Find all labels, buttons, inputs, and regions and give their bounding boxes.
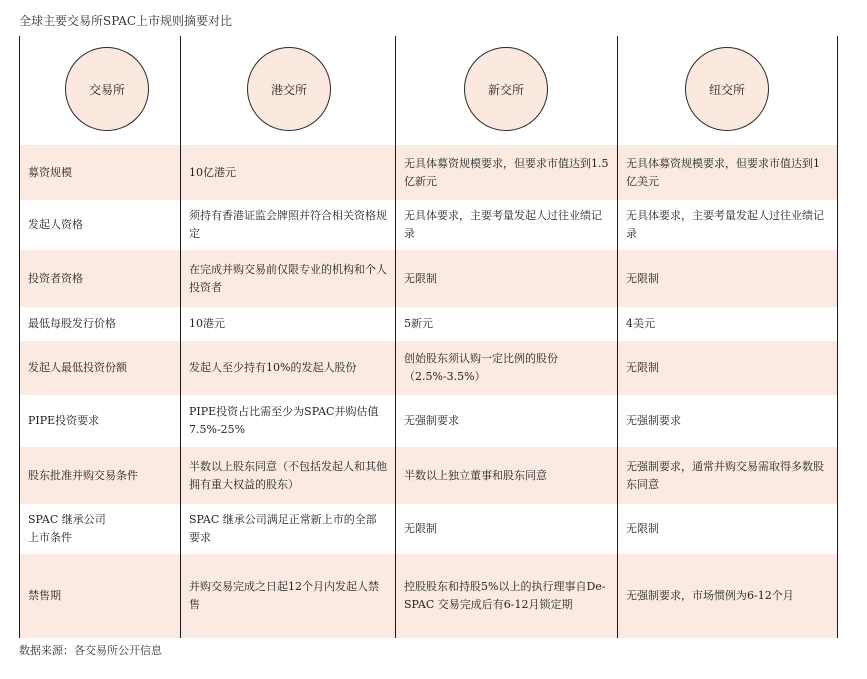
- hk-cell: SPAC 继承公司满足正常新上市的全部要求: [189, 513, 377, 544]
- header-nyse: 纽交所: [685, 47, 769, 131]
- row-label: 股东批准并购交易条件: [28, 468, 138, 482]
- row-label: SPAC 继承公司 上市条件: [28, 513, 106, 544]
- hk-cell: 须持有香港证监会牌照并符合相关资格规定: [189, 209, 387, 240]
- ny-cell: 无具体要求，主要考量发起人过往业绩记录: [626, 209, 824, 240]
- column-divider: [395, 36, 396, 638]
- table-row: [20, 504, 837, 554]
- hk-cell: 10亿港元: [189, 165, 236, 179]
- row-label: 禁售期: [28, 589, 61, 602]
- column-divider: [617, 36, 618, 638]
- table-row: [20, 395, 837, 447]
- row-label: 发起人最低投资份额: [28, 361, 127, 374]
- ny-cell: 无限制: [626, 271, 659, 285]
- hk-cell: 10港元: [189, 317, 225, 330]
- row-label: 募资规模: [28, 165, 72, 179]
- table-row: [20, 554, 837, 638]
- table-row: [20, 145, 837, 200]
- sg-cell: 半数以上独立董事和股东同意: [404, 468, 547, 482]
- sg-cell: 无限制: [404, 522, 437, 535]
- row-label: 最低每股发行价格: [28, 317, 116, 330]
- ny-cell: 4美元: [626, 317, 655, 330]
- sg-cell: 无具体要求，主要考量发起人过往业绩记录: [404, 209, 602, 240]
- sg-cell: 控股股东和持股5%以上的执行理事自De-SPAC 交易完成后有6-12月锁定期: [404, 580, 606, 611]
- row-label: 投资者资格: [28, 271, 83, 285]
- sg-cell: 无强制要求: [404, 414, 459, 427]
- ny-cell: 无强制要求，通常并购交易需取得多数股东同意: [626, 459, 824, 491]
- sg-cell: 5新元: [404, 317, 433, 330]
- header-exchange: 交易所: [65, 47, 149, 131]
- ny-cell: 无强制要求，市场惯例为6-12个月: [626, 589, 794, 602]
- table-row: [20, 200, 837, 250]
- hk-cell: 半数以上股东同意（不包括发起人和其他拥有重大权益的股东）: [189, 459, 387, 491]
- table-row: [20, 307, 837, 341]
- hk-cell: 在完成并购交易前仅限专业的机构和个人投资者: [189, 262, 387, 294]
- hk-cell: PIPE投资占比需至少为SPAC并购估值7.5%-25%: [189, 405, 379, 436]
- column-divider: [19, 36, 20, 638]
- ny-cell: 无限制: [626, 522, 659, 535]
- ny-cell: 无限制: [626, 361, 659, 374]
- header-hkex: 港交所: [247, 47, 331, 131]
- ny-cell: 无强制要求: [626, 414, 681, 427]
- sg-cell: 无限制: [404, 271, 437, 285]
- table-row: [20, 447, 837, 504]
- sg-cell: 无具体募资规模要求，但要求市值达到1.5亿新元: [404, 156, 609, 188]
- header-sgx: 新交所: [464, 47, 548, 131]
- row-label: PIPE投资要求: [28, 414, 100, 427]
- page-title: 全球主要交易所SPAC上市规则摘要对比: [19, 14, 233, 28]
- hk-cell: 并购交易完成之日起12个月内发起人禁售: [189, 580, 379, 611]
- ny-cell: 无具体募资规模要求，但要求市值达到1亿美元: [626, 156, 820, 188]
- column-divider: [180, 36, 181, 638]
- table-row: [20, 341, 837, 395]
- source-note: 数据来源：各交易所公开信息: [19, 644, 162, 657]
- row-label: 发起人资格: [28, 218, 83, 231]
- sg-cell: 创始股东须认购一定比例的股份（2.5%-3.5%）: [404, 352, 558, 383]
- table-row: [20, 250, 837, 307]
- comparison-table: [19, 36, 838, 638]
- column-divider: [837, 36, 838, 638]
- hk-cell: 发起人至少持有10%的发起人股份: [189, 361, 357, 374]
